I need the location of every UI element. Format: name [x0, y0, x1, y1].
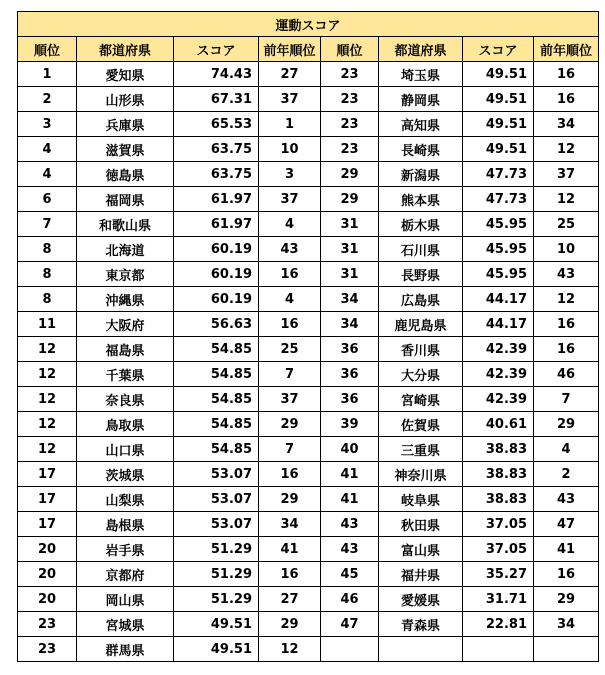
rank-cell: 36	[321, 387, 379, 412]
score-cell: 49.51	[174, 637, 259, 662]
rank-cell: 31	[321, 237, 379, 262]
prefecture-cell: 群馬県	[77, 637, 174, 662]
score-cell	[463, 637, 534, 662]
prev-rank-cell: 29	[259, 612, 321, 637]
score-table	[17, 11, 599, 662]
prev-rank-cell: 37	[534, 162, 599, 187]
prefecture-cell: 宮城県	[77, 612, 174, 637]
prefecture-cell: 鹿児島県	[379, 312, 463, 337]
score-cell: 61.97	[174, 187, 259, 212]
prefecture-cell: 福島県	[77, 337, 174, 362]
prefecture-cell	[379, 637, 463, 662]
prefecture-cell: 高知県	[379, 112, 463, 137]
prefecture-cell: 山形県	[77, 87, 174, 112]
rank-cell: 12	[18, 387, 77, 412]
prefecture-cell: 山梨県	[77, 487, 174, 512]
header-prev-rank: 前年順位	[259, 37, 321, 62]
prev-rank-cell: 4	[259, 212, 321, 237]
score-cell: 53.07	[174, 462, 259, 487]
prev-rank-cell: 12	[259, 637, 321, 662]
prefecture-cell: 茨城県	[77, 462, 174, 487]
rank-cell: 12	[18, 337, 77, 362]
table-row	[18, 262, 599, 287]
prefecture-cell: 静岡県	[379, 87, 463, 112]
prev-rank-cell: 29	[259, 412, 321, 437]
rank-cell: 2	[18, 87, 77, 112]
prefecture-cell: 神奈川県	[379, 462, 463, 487]
prev-rank-cell: 25	[259, 337, 321, 362]
prefecture-cell: 広島県	[379, 287, 463, 312]
score-cell: 38.83	[463, 462, 534, 487]
prev-rank-cell: 34	[534, 612, 599, 637]
header-rank: 順位	[18, 37, 77, 62]
prefecture-cell: 愛媛県	[379, 587, 463, 612]
prev-rank-cell: 12	[534, 287, 599, 312]
prefecture-cell: 兵庫県	[77, 112, 174, 137]
prefecture-cell: 岩手県	[77, 537, 174, 562]
rank-cell: 20	[18, 537, 77, 562]
prev-rank-cell: 7	[259, 362, 321, 387]
table-row	[18, 512, 599, 537]
score-cell: 51.29	[174, 562, 259, 587]
rank-cell: 1	[18, 62, 77, 87]
prev-rank-cell: 2	[534, 462, 599, 487]
score-cell: 22.81	[463, 612, 534, 637]
score-cell: 54.85	[174, 437, 259, 462]
prev-rank-cell: 16	[259, 562, 321, 587]
prefecture-cell: 福岡県	[77, 187, 174, 212]
rank-cell: 29	[321, 187, 379, 212]
prefecture-cell: 奈良県	[77, 387, 174, 412]
prev-rank-cell: 43	[534, 487, 599, 512]
rank-cell: 31	[321, 262, 379, 287]
rank-cell: 34	[321, 287, 379, 312]
prefecture-cell: 新潟県	[379, 162, 463, 187]
prefecture-cell: 長野県	[379, 262, 463, 287]
prev-rank-cell: 37	[259, 187, 321, 212]
prefecture-cell: 香川県	[379, 337, 463, 362]
prefecture-cell: 宮崎県	[379, 387, 463, 412]
table-row	[18, 62, 599, 87]
score-cell: 56.63	[174, 312, 259, 337]
rank-cell: 8	[18, 237, 77, 262]
prefecture-cell: 和歌山県	[77, 212, 174, 237]
rank-cell: 36	[321, 337, 379, 362]
prev-rank-cell: 47	[534, 512, 599, 537]
score-cell: 37.05	[463, 512, 534, 537]
rank-cell: 8	[18, 262, 77, 287]
table-row	[18, 137, 599, 162]
prev-rank-cell: 16	[259, 262, 321, 287]
score-cell: 35.27	[463, 562, 534, 587]
table-row	[18, 412, 599, 437]
rank-cell: 43	[321, 537, 379, 562]
score-cell: 38.83	[463, 437, 534, 462]
prefecture-cell: 栃木県	[379, 212, 463, 237]
table-row	[18, 612, 599, 637]
prev-rank-cell: 43	[259, 237, 321, 262]
score-cell: 63.75	[174, 137, 259, 162]
prefecture-cell: 沖縄県	[77, 287, 174, 312]
prefecture-cell: 山口県	[77, 437, 174, 462]
score-cell: 42.39	[463, 387, 534, 412]
header-prefecture: 都道府県	[379, 37, 463, 62]
rank-cell: 45	[321, 562, 379, 587]
score-cell: 49.51	[463, 112, 534, 137]
prev-rank-cell: 29	[259, 487, 321, 512]
prefecture-cell: 三重県	[379, 437, 463, 462]
prev-rank-cell: 29	[534, 587, 599, 612]
table-row	[18, 587, 599, 612]
prev-rank-cell: 16	[259, 312, 321, 337]
score-cell: 49.51	[174, 612, 259, 637]
prefecture-cell: 愛知県	[77, 62, 174, 87]
table-row	[18, 237, 599, 262]
rank-cell: 23	[321, 112, 379, 137]
rank-cell: 12	[18, 412, 77, 437]
prefecture-cell: 富山県	[379, 537, 463, 562]
rank-cell: 7	[18, 212, 77, 237]
prev-rank-cell: 12	[534, 187, 599, 212]
prev-rank-cell: 10	[534, 237, 599, 262]
prefecture-cell: 大分県	[379, 362, 463, 387]
score-cell: 54.85	[174, 387, 259, 412]
score-cell: 60.19	[174, 287, 259, 312]
score-cell: 49.51	[463, 87, 534, 112]
table-row	[18, 462, 599, 487]
table-title: 運動スコア	[18, 12, 599, 37]
rank-cell	[321, 637, 379, 662]
rank-cell: 23	[321, 137, 379, 162]
rank-cell: 4	[18, 137, 77, 162]
score-cell: 54.85	[174, 337, 259, 362]
rank-cell: 36	[321, 362, 379, 387]
prev-rank-cell: 16	[534, 62, 599, 87]
prefecture-cell: 東京都	[77, 262, 174, 287]
score-cell: 54.85	[174, 412, 259, 437]
prefecture-cell: 青森県	[379, 612, 463, 637]
prefecture-cell: 島根県	[77, 512, 174, 537]
rank-cell: 23	[18, 612, 77, 637]
prefecture-cell: 徳島県	[77, 162, 174, 187]
score-cell: 54.85	[174, 362, 259, 387]
prev-rank-cell: 16	[534, 562, 599, 587]
table-row	[18, 537, 599, 562]
prefecture-cell: 石川県	[379, 237, 463, 262]
table-row	[18, 487, 599, 512]
prefecture-cell: 熊本県	[379, 187, 463, 212]
prev-rank-cell: 27	[259, 587, 321, 612]
rank-cell: 3	[18, 112, 77, 137]
table-header-row	[18, 37, 599, 62]
prev-rank-cell: 7	[534, 387, 599, 412]
rank-cell: 23	[18, 637, 77, 662]
prefecture-cell: 岡山県	[77, 587, 174, 612]
prefecture-cell: 滋賀県	[77, 137, 174, 162]
rank-cell: 20	[18, 587, 77, 612]
prefecture-cell: 埼玉県	[379, 62, 463, 87]
score-cell: 44.17	[463, 312, 534, 337]
score-cell: 47.73	[463, 187, 534, 212]
score-cell: 60.19	[174, 237, 259, 262]
prev-rank-cell: 41	[259, 537, 321, 562]
prefecture-cell: 長崎県	[379, 137, 463, 162]
prefecture-cell: 大阪府	[77, 312, 174, 337]
prev-rank-cell: 16	[534, 87, 599, 112]
rank-cell: 8	[18, 287, 77, 312]
rank-cell: 6	[18, 187, 77, 212]
score-cell: 40.61	[463, 412, 534, 437]
score-cell: 49.51	[463, 137, 534, 162]
rank-cell: 23	[321, 62, 379, 87]
header-rank: 順位	[321, 37, 379, 62]
score-cell: 65.53	[174, 112, 259, 137]
score-cell: 49.51	[463, 62, 534, 87]
score-cell: 38.83	[463, 487, 534, 512]
prev-rank-cell: 29	[534, 412, 599, 437]
prev-rank-cell: 12	[534, 137, 599, 162]
rank-cell: 41	[321, 462, 379, 487]
score-cell: 42.39	[463, 362, 534, 387]
rank-cell: 39	[321, 412, 379, 437]
header-score: スコア	[463, 37, 534, 62]
prev-rank-cell: 16	[534, 337, 599, 362]
table-row	[18, 387, 599, 412]
score-cell: 51.29	[174, 537, 259, 562]
rank-cell: 17	[18, 512, 77, 537]
table-row	[18, 337, 599, 362]
table-row	[18, 187, 599, 212]
score-cell: 67.31	[174, 87, 259, 112]
prev-rank-cell: 27	[259, 62, 321, 87]
header-score: スコア	[174, 37, 259, 62]
prefecture-cell: 福井県	[379, 562, 463, 587]
score-cell: 61.97	[174, 212, 259, 237]
prev-rank-cell: 25	[534, 212, 599, 237]
score-cell: 31.71	[463, 587, 534, 612]
rank-cell: 11	[18, 312, 77, 337]
prev-rank-cell: 4	[534, 437, 599, 462]
table-row	[18, 437, 599, 462]
rank-cell: 40	[321, 437, 379, 462]
score-cell: 45.95	[463, 237, 534, 262]
prefecture-cell: 岐阜県	[379, 487, 463, 512]
prev-rank-cell	[534, 637, 599, 662]
table-row	[18, 162, 599, 187]
prev-rank-cell: 3	[259, 162, 321, 187]
table-row	[18, 637, 599, 662]
score-cell: 44.17	[463, 287, 534, 312]
score-cell: 60.19	[174, 262, 259, 287]
prev-rank-cell: 41	[534, 537, 599, 562]
score-cell: 74.43	[174, 62, 259, 87]
table-title-row	[18, 12, 599, 37]
table-row	[18, 87, 599, 112]
score-cell: 63.75	[174, 162, 259, 187]
score-cell: 45.95	[463, 262, 534, 287]
rank-cell: 34	[321, 312, 379, 337]
score-cell: 37.05	[463, 537, 534, 562]
rank-cell: 4	[18, 162, 77, 187]
rank-cell: 46	[321, 587, 379, 612]
score-cell: 42.39	[463, 337, 534, 362]
prev-rank-cell: 16	[259, 462, 321, 487]
prev-rank-cell: 46	[534, 362, 599, 387]
prev-rank-cell: 37	[259, 87, 321, 112]
table-row	[18, 112, 599, 137]
score-cell: 51.29	[174, 587, 259, 612]
prev-rank-cell: 34	[259, 512, 321, 537]
rank-cell: 17	[18, 462, 77, 487]
table-row	[18, 212, 599, 237]
score-cell: 53.07	[174, 512, 259, 537]
rank-cell: 41	[321, 487, 379, 512]
table-row	[18, 287, 599, 312]
rank-cell: 31	[321, 212, 379, 237]
score-cell: 47.73	[463, 162, 534, 187]
prev-rank-cell: 37	[259, 387, 321, 412]
prefecture-cell: 鳥取県	[77, 412, 174, 437]
rank-cell: 12	[18, 362, 77, 387]
prev-rank-cell: 10	[259, 137, 321, 162]
rank-cell: 17	[18, 487, 77, 512]
score-table-container	[17, 11, 599, 662]
prev-rank-cell: 16	[534, 312, 599, 337]
prefecture-cell: 京都府	[77, 562, 174, 587]
rank-cell: 23	[321, 87, 379, 112]
prefecture-cell: 秋田県	[379, 512, 463, 537]
score-cell: 45.95	[463, 212, 534, 237]
prev-rank-cell: 7	[259, 437, 321, 462]
rank-cell: 12	[18, 437, 77, 462]
rank-cell: 47	[321, 612, 379, 637]
prev-rank-cell: 1	[259, 112, 321, 137]
table-row	[18, 362, 599, 387]
prev-rank-cell: 4	[259, 287, 321, 312]
rank-cell: 29	[321, 162, 379, 187]
prev-rank-cell: 34	[534, 112, 599, 137]
prefecture-cell: 佐賀県	[379, 412, 463, 437]
prefecture-cell: 千葉県	[77, 362, 174, 387]
header-prev-rank: 前年順位	[534, 37, 599, 62]
table-row	[18, 312, 599, 337]
table-row	[18, 562, 599, 587]
rank-cell: 20	[18, 562, 77, 587]
score-cell: 53.07	[174, 487, 259, 512]
rank-cell: 43	[321, 512, 379, 537]
prefecture-cell: 北海道	[77, 237, 174, 262]
prev-rank-cell: 43	[534, 262, 599, 287]
header-prefecture: 都道府県	[77, 37, 174, 62]
